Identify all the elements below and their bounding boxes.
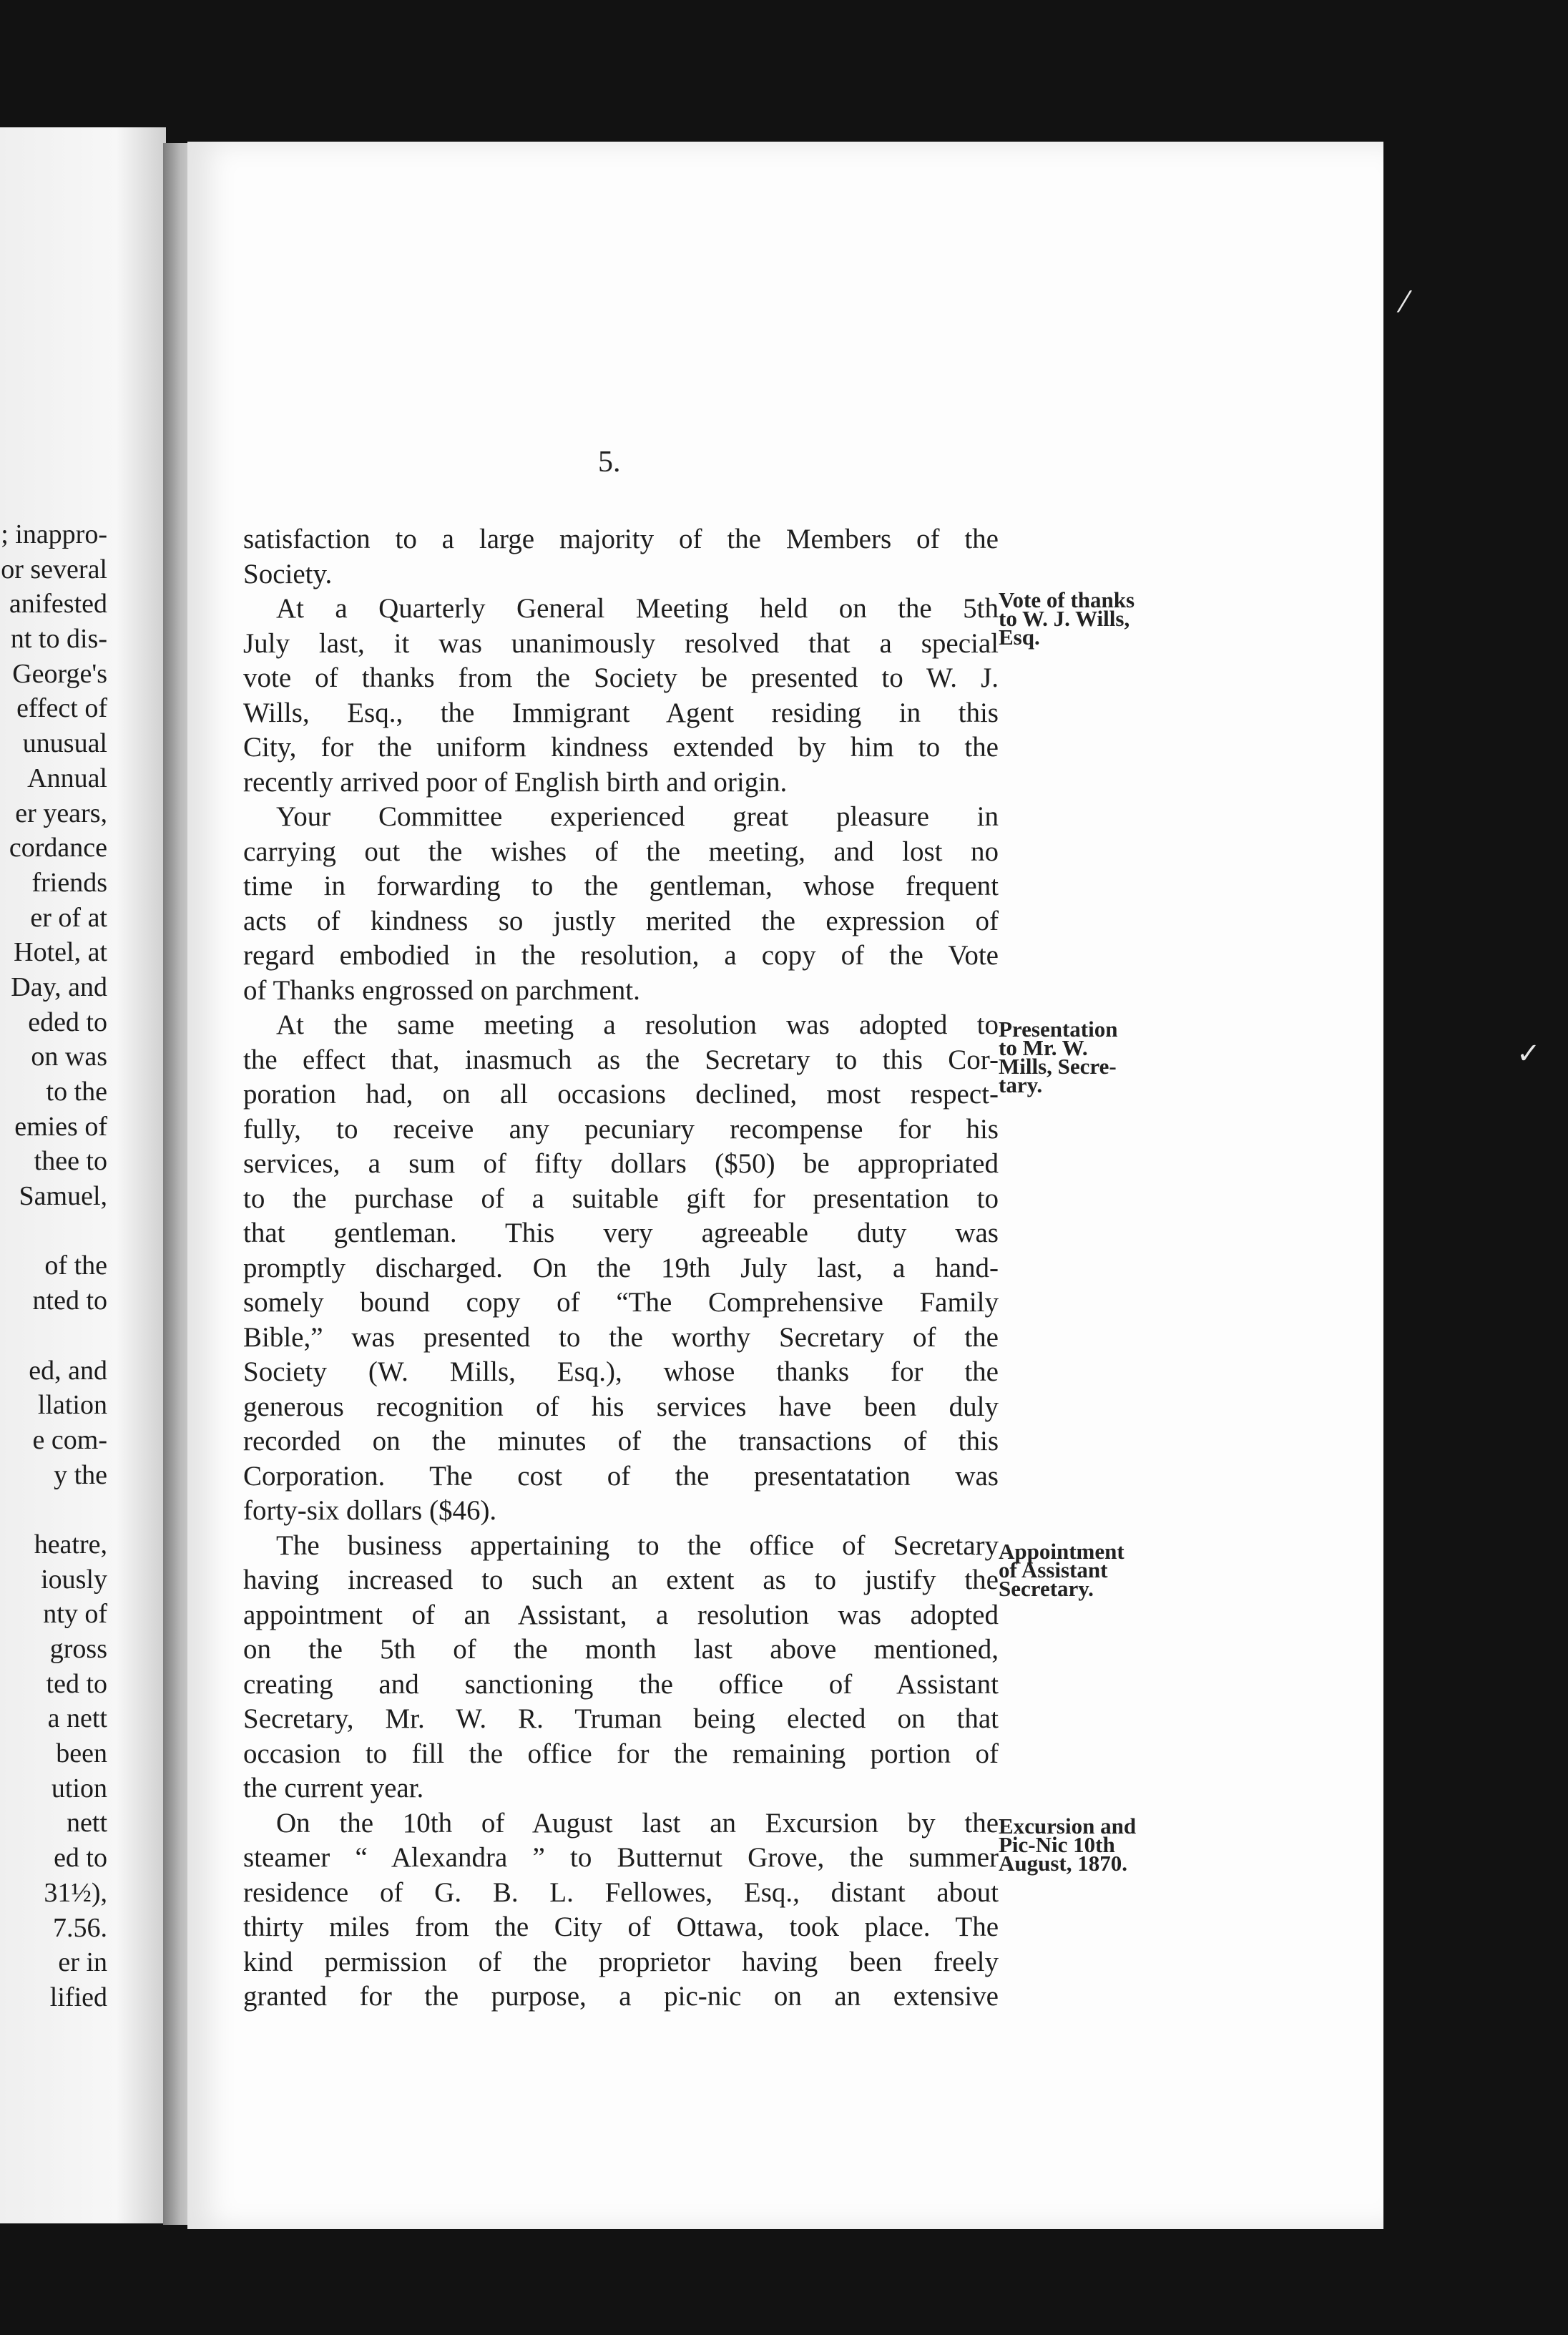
text-line: promptly discharged. On the 19th July last, a hand- <box>243 1252 999 1283</box>
margin-note-line: Mills, Secre- <box>999 1054 1117 1079</box>
text-line: At the same meeting a resolution was adopted to <box>276 1009 999 1040</box>
page-number: 5. <box>598 446 621 479</box>
left-page-line <box>0 1318 107 1353</box>
left-page-line: ution <box>51 1773 107 1803</box>
text-line: creating and sanctioning the office of Assistant <box>243 1668 999 1700</box>
text-line: that gentleman. This very agreeable duty was <box>243 1218 999 1248</box>
left-page-line: on was <box>31 1042 107 1072</box>
text-line: forty-six dollars ($46). <box>243 1495 497 1526</box>
text-line: the current year. <box>243 1773 424 1803</box>
text-line: Society. <box>243 558 333 589</box>
text-line: At a Quarterly General Meeting held on the 5th <box>276 593 999 624</box>
left-page-line: emies of <box>14 1111 107 1142</box>
scan-artifact: ✓ <box>1516 1037 1541 1070</box>
text-line: kind permission of the proprietor having been freely <box>243 1946 999 1977</box>
text-line: to the purchase of a suitable gift for presentation to <box>243 1183 999 1214</box>
margin-note-line: Secretary. <box>999 1576 1094 1601</box>
margin-note-line: to W. J. Wills, <box>999 606 1130 631</box>
left-page-text-fragments <box>0 517 107 2015</box>
margin-note-line: Appointment <box>999 1539 1124 1564</box>
scan-artifact: ⁄ <box>1402 286 1407 319</box>
text-line: of Thanks engrossed on parchment. <box>243 974 640 1006</box>
text-line: residence of G. B. L. Fellowes, Esq., distant about <box>243 1876 999 1908</box>
text-line: Wills, Esq., the Immigrant Agent residing in this <box>243 697 999 728</box>
text-line: somely bound copy of “The Comprehensive Family <box>243 1287 999 1318</box>
left-page-line: nted to <box>32 1286 107 1316</box>
left-page-line: iously <box>41 1564 107 1595</box>
margin-note-line: of Assistant <box>999 1557 1108 1582</box>
margin-note-line: Excursion and <box>999 1813 1137 1839</box>
text-line: occasion to fill the office for the remaining portion of <box>243 1738 999 1769</box>
left-page-line: gross <box>49 1634 107 1664</box>
text-line: vote of thanks from the Society be presented to W. J. <box>243 662 999 693</box>
text-line: fully, to receive any pecuniary recompense for his <box>243 1113 999 1145</box>
text-line: recently arrived poor of English birth and origin. <box>243 766 788 798</box>
left-page-line: heatre, <box>34 1529 107 1560</box>
left-page-line: effect of <box>16 693 107 724</box>
left-page-line: nt to dis- <box>10 624 107 655</box>
left-page-line: ; inappro- <box>1 519 107 549</box>
left-page-line: to the <box>46 1077 107 1107</box>
text-line: generous recognition of his services have been duly <box>243 1391 999 1422</box>
left-page-line: Hotel, at <box>14 937 107 968</box>
text-line: Society (W. Mills, Esq.), whose thanks for the <box>243 1356 999 1387</box>
left-page-line: unusual <box>22 728 107 759</box>
left-page-line: friends <box>31 867 107 898</box>
left-page-line: cordance <box>9 833 107 863</box>
left-page-line: George's <box>12 658 107 689</box>
margin-note-line: August, 1870. <box>999 1851 1128 1876</box>
text-line: Secretary, Mr. W. R. Truman being elected on that <box>243 1703 999 1734</box>
margin-note-excursion <box>999 1813 1185 1876</box>
text-line: appointment of an Assistant, a resolution was adopted <box>243 1599 999 1630</box>
text-line: the effect that, inasmuch as the Secretary to this Cor- <box>243 1044 999 1075</box>
margin-note-assistant-secretary <box>999 1539 1185 1601</box>
left-page-line: e com- <box>32 1424 107 1455</box>
left-page-line: anifested <box>9 589 107 620</box>
margin-note-line: Pic-Nic 10th <box>999 1832 1115 1857</box>
text-line: poration had, on all occasions declined, most respect- <box>243 1079 999 1110</box>
left-page-line: been <box>56 1738 107 1769</box>
text-line: Bible,” was presented to the worthy Secretary of the <box>243 1321 999 1353</box>
margin-note-line: Esq. <box>999 625 1040 650</box>
left-page-line <box>0 1492 107 1527</box>
left-page-line: 31½), <box>44 1877 107 1908</box>
left-page-line: er in <box>58 1947 107 1978</box>
body-text <box>243 522 999 2015</box>
text-line: steamer “ Alexandra ” to Butternut Grove, the summer <box>243 1842 999 1873</box>
left-page-line: ted to <box>46 1668 107 1699</box>
margin-note-line: to Mr. W. <box>999 1035 1088 1060</box>
margin-note-line: tary. <box>999 1072 1043 1097</box>
text-line: The business appertaining to the office of Secretary <box>276 1529 999 1561</box>
text-line: On the 10th of August last an Excursion by the <box>276 1807 999 1839</box>
left-page-line: er years, <box>15 798 107 828</box>
left-page-line <box>0 1214 107 1249</box>
left-page-line: er of at <box>30 902 107 933</box>
text-line: Your Committee experienced great pleasure in <box>276 801 999 832</box>
left-page-line: of the <box>44 1250 107 1281</box>
text-line: acts of kindness so justly merited the expression of <box>243 905 999 936</box>
left-page-line: Day, and <box>11 971 107 1002</box>
text-line: thirty miles from the City of Ottawa, took place. The <box>243 1911 999 1942</box>
margin-note-vote-of-thanks <box>999 587 1185 650</box>
left-page-line: nty of <box>43 1599 107 1630</box>
margin-note-line: Vote of thanks <box>999 587 1135 612</box>
left-page-line: llation <box>37 1390 107 1421</box>
text-line: carrying out the wishes of the meeting, and lost no <box>243 836 999 867</box>
text-line: time in forwarding to the gentleman, whose frequent <box>243 871 999 901</box>
left-page-line: ed to <box>54 1843 107 1874</box>
text-line: regard embodied in the resolution, a copy of the Vote <box>243 940 999 971</box>
left-page-line: ed, and <box>29 1355 107 1386</box>
left-page-line: or several <box>1 554 107 584</box>
left-page-line: nett <box>67 1808 107 1839</box>
left-page-line: eded to <box>28 1007 107 1037</box>
text-line: City, for the uniform kindness extended by him to the <box>243 732 999 763</box>
text-line: granted for the purpose, a pic-nic on an extensive <box>243 1981 999 2012</box>
text-line: services, a sum of fifty dollars ($50) be appropriated <box>243 1148 999 1179</box>
text-line: on the 5th of the month last above mentioned, <box>243 1634 999 1665</box>
left-page-line: Samuel, <box>19 1181 107 1212</box>
facing-left-page <box>0 127 166 2223</box>
left-page-line: a nett <box>47 1703 107 1734</box>
left-page-line: lified <box>49 1982 107 2012</box>
left-page-line: Annual <box>27 763 107 793</box>
margin-note-presentation <box>999 1017 1185 1097</box>
margin-note-line: Presentation <box>999 1017 1118 1042</box>
left-page-line: y the <box>54 1459 107 1490</box>
text-line: having increased to such an extent as to justify the <box>243 1565 999 1595</box>
left-page-line: thee to <box>34 1146 107 1177</box>
text-line: Corporation. The cost of the presentatation was <box>243 1460 999 1492</box>
text-line: July last, it was unanimously resolved that a special <box>243 627 999 659</box>
left-page-line: 7.56. <box>53 1912 107 1943</box>
text-line: recorded on the minutes of the transactions of this <box>243 1426 999 1457</box>
text-line: satisfaction to a large majority of the Members of the <box>243 524 999 554</box>
